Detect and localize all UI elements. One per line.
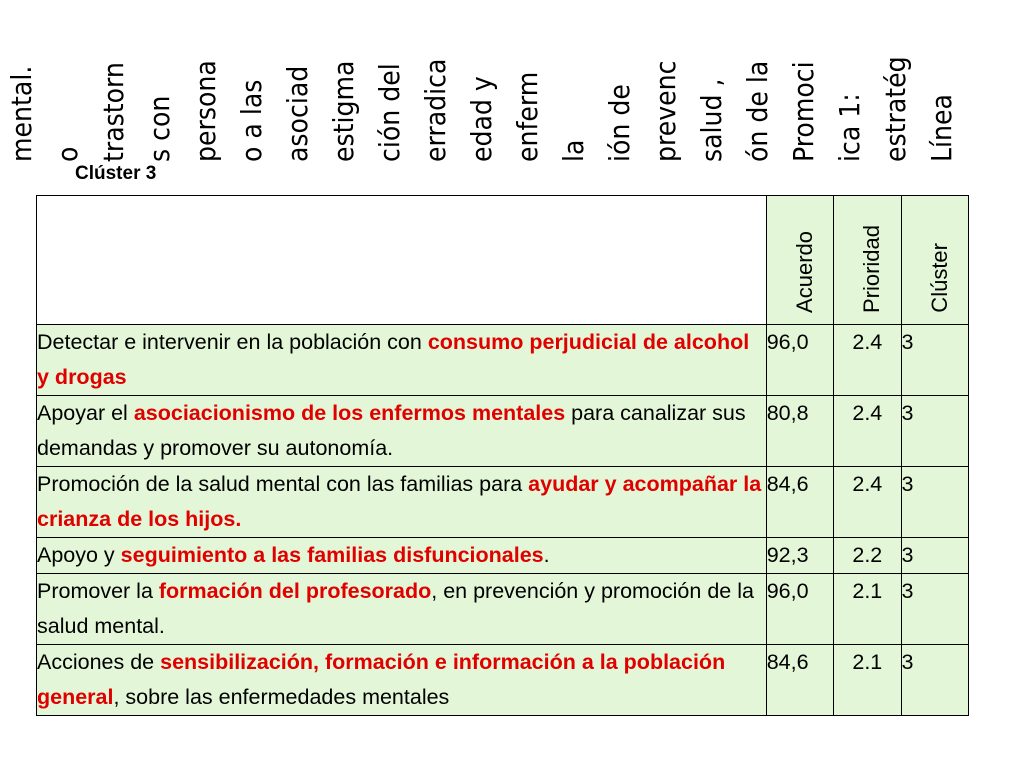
title-line: enferm [511,71,544,162]
description-text: Apoyo y [37,543,121,567]
acuerdo-value: 96,0 [766,574,833,645]
highlighted-text: ayudar y acompañar la crianza de los hijos. [37,472,762,531]
column-label: Prioridad [859,224,885,313]
column-label: Clúster [926,243,952,313]
prioridad-value: 2.1 [834,645,901,716]
prioridad-value: 2.4 [834,325,901,396]
description-text: Apoyar el [37,401,134,425]
table-row [37,325,969,396]
title-line: Línea [925,94,958,162]
table-row [37,574,969,645]
rotated-title [5,32,960,162]
highlighted-text: consumo perjudicial de alcohol y drogas [37,330,750,389]
cluster-value: 3 [901,574,968,645]
acuerdo-value: 96,0 [766,325,833,396]
prioridad-value: 2.1 [834,574,901,645]
acuerdo-value: 84,6 [766,645,833,716]
title-line: salud , [695,78,728,162]
highlighted-text: asociacionismo de los enfermos mentales [133,401,566,425]
priority-table [36,195,969,716]
title-line: persona [189,60,222,162]
title-line: ón de la [741,60,774,162]
description-text: Acciones de [37,650,161,674]
description-text: . [543,543,550,567]
acuerdo-value: 92,3 [766,538,833,574]
title-line: ica 1: [833,93,866,162]
highlighted-text: formación del profesorado [158,579,432,603]
title-line: edad y [465,76,498,162]
prioridad-value: 2.2 [834,538,901,574]
cluster-value: 3 [901,467,968,538]
title-line: mental. [5,65,38,162]
highlighted-text: seguimiento a las familias disfuncionales [120,543,544,567]
cluster-value: 3 [901,645,968,716]
description-text: , en prevención y promoción de la salud mental. [37,579,754,638]
column-header-cluster [901,196,968,325]
column-header-acuerdo [766,196,833,325]
title-line: estigma [327,60,360,162]
row-description [37,574,767,645]
header-blank-cell [37,196,767,325]
row-description [37,538,767,574]
row-description [37,325,767,396]
title-line: erradica [419,58,452,162]
title-line: s con [143,95,176,162]
table-row [37,645,969,716]
table-header-row [37,196,969,325]
description-text: Promoción de la salud mental con las familias para [37,472,529,496]
description-text: Detectar e intervenir en la población con [37,330,428,354]
column-header-prioridad [834,196,901,325]
title-line: asociad [281,65,314,162]
title-line: ción del [373,63,406,162]
row-description [37,396,767,467]
cluster-value: 3 [901,325,968,396]
table-row [37,467,969,538]
column-label: Acuerdo [791,231,817,313]
description-text: Promover la [37,579,159,603]
title-line: o a las [235,79,268,162]
title-line: prevenc [649,60,682,162]
title-line: o [51,146,84,162]
title-line: trastorn [97,62,130,162]
table-row [37,396,969,467]
acuerdo-value: 84,6 [766,467,833,538]
acuerdo-value: 80,8 [766,396,833,467]
title-line: la [557,139,590,162]
prioridad-value: 2.4 [834,396,901,467]
cluster-value: 3 [901,538,968,574]
highlighted-text: sensibilización, formación e información a la población general [37,650,726,709]
title-line: estratég [879,56,912,162]
row-description [37,467,767,538]
title-line: Promoci [787,61,820,162]
title-line: ión de [603,84,636,162]
description-text: , sobre las enfermedades mentales [113,685,450,709]
prioridad-value: 2.4 [834,467,901,538]
table-row [37,538,969,574]
description-text: para canalizar sus demandas y promover su autonomía. [37,401,746,460]
cluster-label: Clúster 3 [75,163,157,184]
cluster-value: 3 [901,396,968,467]
row-description [37,645,767,716]
